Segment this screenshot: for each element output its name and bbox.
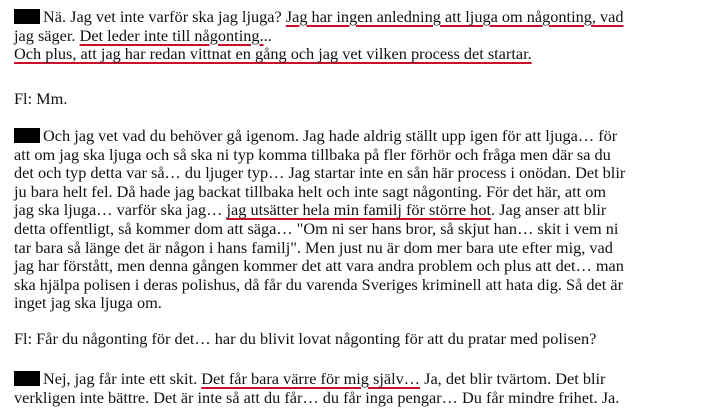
text-segment: att om jag ska ljuga och så ska ni typ komma tillbaka på fler förhör och fråga men där sa du [14, 144, 611, 164]
redacted-speaker-paragraph [14, 370, 704, 407]
redacted-speaker-paragraph [14, 8, 704, 64]
redacted-speaker-paragraph [14, 127, 704, 313]
text-segment: tar bara så länge det är någon i hans familj". Men just nu är dom mer bara ute efter mig, vad [14, 237, 613, 257]
transcript-line [14, 330, 704, 349]
redaction-box [14, 9, 40, 24]
text-segment: . Jag anser att blir [491, 200, 607, 220]
underlined-phrase: Och plus, att jag har redan vittnat en gång och jag vet vilken process det startar. [14, 44, 532, 64]
transcript-line [14, 220, 704, 239]
text-segment: det och typ detta var så… du ljuger typ… Jag startar inte en sån här process i onödan. Det blir [14, 163, 626, 183]
text-segment: Ja, det blir tvärtom. Det blir [420, 369, 606, 388]
transcript-line [14, 294, 704, 313]
text-segment: detta offentligt, så kommer dom att säga… "Om ni ser hans bror, så skjut han… skit i vem ni [14, 218, 619, 238]
transcript-line [14, 370, 704, 389]
interviewer-paragraph [14, 330, 704, 349]
transcript-line [14, 8, 704, 27]
text-segment: ju bara helt fel. Då hade jag backat tillbaka helt och inte sagt någonting. För det här, att om [14, 181, 607, 201]
transcript-line [14, 239, 704, 258]
transcript-line [14, 90, 704, 109]
transcript-line [14, 146, 704, 165]
transcript-line [14, 201, 704, 220]
underlined-phrase: Det leder inte till någonting. [79, 25, 264, 45]
transcript-line [14, 389, 704, 408]
text-segment: inget jag ska ljuga om. [14, 293, 162, 313]
underlined-phrase: Jag har ingen anledning att ljuga om någonting, vad [285, 7, 624, 26]
text-segment: jag säger. [14, 25, 80, 45]
transcript-line [14, 45, 704, 64]
transcript-line [14, 276, 704, 295]
transcript-line [14, 27, 704, 46]
redaction-box [14, 128, 40, 143]
transcript-line [14, 257, 704, 276]
text-segment: Fl: Mm. [14, 89, 68, 108]
text-segment: jag ska ljuga… varför ska jag… [14, 200, 227, 220]
text-segment: .. [263, 25, 272, 45]
text-segment: verkligen inte bättre. Det är inte så att du får… du får inga pengar… Du får mindre frihet. Ja. [14, 387, 620, 407]
text-segment: jag har förstått, men denna gången kommer det att vara andra problem och plus att det… man [14, 256, 624, 276]
underlined-phrase: jag utsätter hela min familj för större hot [226, 200, 491, 220]
transcript-line [14, 164, 704, 183]
redaction-box [14, 371, 40, 386]
transcript-line [14, 183, 704, 202]
transcript-line [14, 127, 704, 146]
text-segment: Nej, jag får inte ett skit. [43, 369, 202, 388]
text-segment: Nä. Jag vet inte varför ska jag ljuga? [43, 7, 286, 26]
interviewer-paragraph [14, 90, 704, 109]
underlined-phrase: Det får bara värre för mig själv… [201, 369, 421, 388]
text-segment: ska hjälpa polisen i deras polishus, då får du varenda Sveriges kriminell att hata dig. Så det är [14, 274, 624, 294]
text-segment: Fl: Får du någonting för det… har du blivit lovat någonting för att du pratar med polisen? [14, 329, 597, 348]
text-segment: Och jag vet vad du behöver gå igenom. Jag hade aldrig ställt upp igen för att ljuga… för [43, 126, 618, 145]
